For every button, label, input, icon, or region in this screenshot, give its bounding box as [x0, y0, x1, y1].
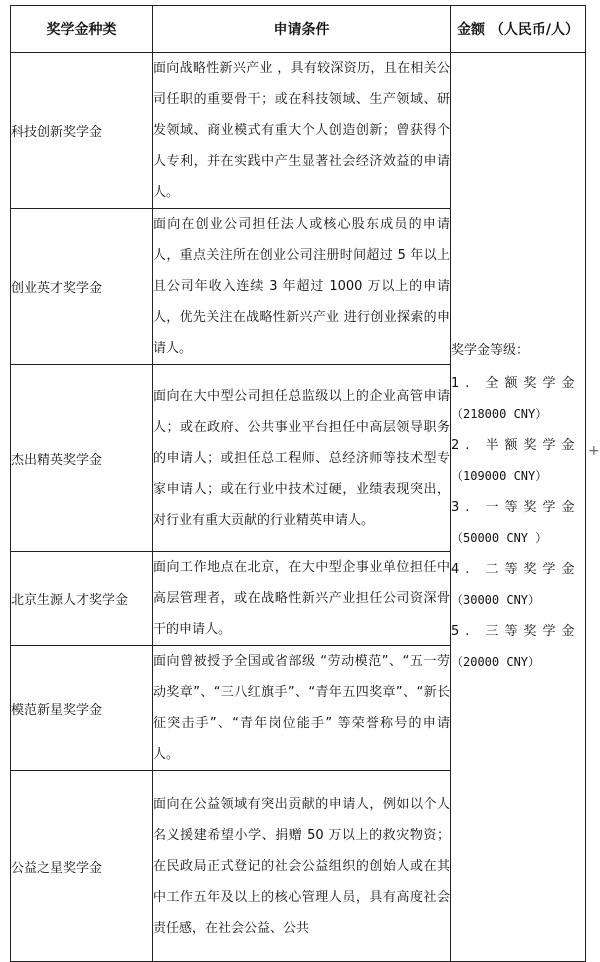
level-amount: （30000 CNY）: [451, 593, 541, 607]
scholarship-conditions: 面向战略性新兴产业 ，具有较深资历，且在相关公司任职的重要骨干；或在科技领域、生产领域、研发领域、商业模式有重大个人创造创新；曾获得个人专利，并在实践中产生显著社会经济效益的申请人。: [153, 53, 451, 209]
document-sheet: [10, 5, 585, 942]
table-row: [11, 53, 586, 209]
scholarship-table: [10, 5, 586, 962]
level-label: 2. 半额奖学金: [451, 438, 581, 453]
level-amount: （50000 CNY ）: [451, 531, 548, 545]
levels-title: 奖学金等级：: [451, 343, 530, 358]
scholarship-conditions: 面向在创业公司担任法人或核心股东成员的申请人，重点关注所在创业公司注册时间超过 5 年以上且公司年收入连续 3 年超过 1000 万以上的申请人，优先关注在战略性新兴产业 进行创业探索的申请人。: [153, 209, 451, 365]
level-amount: （20000 CNY）: [451, 655, 541, 669]
header-conditions: 申请条件: [153, 6, 451, 53]
scholarship-name: 公益之星奖学金: [11, 771, 153, 962]
scholarship-name: 杰出精英奖学金: [11, 365, 153, 552]
level-amount: （109000 CNY）: [451, 469, 548, 483]
table-header-row: [11, 6, 586, 53]
level-label: 5. 三等奖学金: [451, 624, 581, 639]
scholarship-conditions: 面向在大中型公司担任总监级以上的企业高管申请人；或在政府、公共事业平台担任中高层领导职务的申请人；或担任总工程师、总经济师等技术型专家申请人；或在行业中技术过硬，业绩表现突出，对行业有重大贡献的行业精英申请人。: [153, 365, 451, 552]
scholarship-conditions: 面向在公益领域有突出贡献的申请人，例如以个人名义援建希望小学、捐赠 50 万以上的救灾物资；在民政局正式登记的社会公益组织的创始人或在其中工作五年及以上的核心管理人员，具有高度社会责任感，在社会公益、公共: [153, 771, 451, 962]
level-amount: （218000 CNY）: [451, 407, 548, 421]
scholarship-name: 模范新星奖学金: [11, 646, 153, 771]
add-row-handle-icon[interactable]: +: [588, 443, 600, 459]
scholarship-conditions: 面向工作地点在北京，在大中型企事业单位担任中高层管理者，或在战略性新兴产业担任公司资深骨干的申请人。: [153, 552, 451, 646]
scholarship-levels-cell: [451, 53, 586, 962]
scholarship-name: 创业英才奖学金: [11, 209, 153, 365]
scholarship-name: 北京生源人才奖学金: [11, 552, 153, 646]
level-label: 4. 二等奖学金: [451, 562, 581, 577]
level-label: 3. 一等奖学金: [451, 500, 581, 515]
scholarship-conditions: 面向曾被授予全国或省部级 “劳动模范”、“五一劳动奖章”、“三八红旗手”、“青年五四奖章”、“新长征突击手”、“青年岗位能手” 等荣誉称号的申请人。: [153, 646, 451, 771]
scholarship-name: 科技创新奖学金: [11, 53, 153, 209]
header-amount: 金额 （人民币/人）: [451, 6, 586, 53]
level-label: 1. 全额奖学金: [451, 376, 581, 391]
header-scholarship-type: 奖学金种类: [11, 6, 153, 53]
